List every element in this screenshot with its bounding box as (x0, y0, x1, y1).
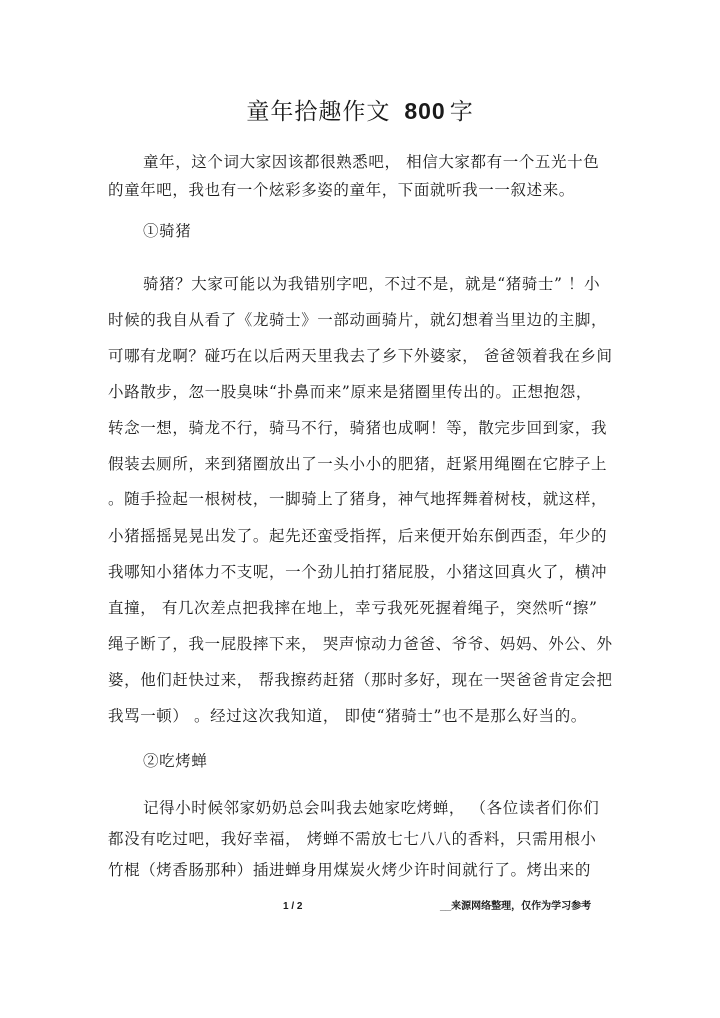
paragraph-line: 小猪摇摇晃晃出发了。起先还蛮受指挥，后来便开始东倒西歪，年少的 (108, 527, 608, 545)
paragraph-line: 。随手捡起一根树枝，一脚骑上了猪身，神气地挥舞着树枝，就这样， (108, 490, 608, 508)
paragraph-line: 绳子断了，我一屁股摔下来， 哭声惊动力爸爸、爷爷、妈妈、外公、外 (108, 635, 613, 653)
paragraph-line: 时候的我自从看了《龙骑士》一部动画骑片，就幻想着当里边的主脚， (108, 311, 608, 329)
source-note: __来源网络整理，仅作为学习参考 (440, 901, 592, 912)
paragraph-line: 竹棍（烤香肠那种）插进蝉身用煤炭火烤少许时间就行了。烤出来的 (108, 861, 592, 879)
paragraph-line: 转念一想，骑龙不行，骑马不行，骑猪也成啊！等，散完步回到家，我 (108, 419, 608, 437)
paragraph-line: 可哪有龙啊？碰巧在以后两天里我去了乡下外婆家， 爸爸领着我在乡间 (108, 347, 613, 365)
paragraph-line: 婆，他们赶快过来， 帮我擦药赶猪（那时多好，现在一哭爸爸肯定会把 (108, 671, 613, 689)
section-heading: ①骑猪 (143, 222, 192, 240)
paragraph-line: 假装去厕所，来到猪圈放出了一头小小的肥猪，赶紧用绳圈在它脖子上 (108, 455, 608, 473)
paragraph-line: 童年，这个词大家因该都很熟悉吧， 相信大家都有一个五光十色 (143, 153, 600, 171)
document-title (0, 94, 720, 129)
paragraph-line: 小路散步，忽一股臭味“扑鼻而来”原来是猪圈里传出的。正想抱怨， (108, 383, 592, 401)
title-suffix: 字 (449, 99, 474, 125)
paragraph-line: 记得小时候邻家奶奶总会叫我去她家吃烤蝉， （各位读者们你们 (143, 799, 600, 817)
paragraph-line: 我哪知小猪体力不支呢，一个劲儿拍打猪屁股，小猪这回真火了，横冲 (108, 563, 608, 581)
title-number: 800 (404, 98, 446, 124)
paragraph-line: 我骂一顿） 。经过这次我知道， 即使“猪骑士”也不是那么好当的。 (108, 707, 587, 725)
paragraph-line: 都没有吃过吧，我好幸福， 烤蝉不需放七七八八的香料，只需用根小 (108, 830, 597, 848)
paragraph-line: 的童年吧，我也有一个炫彩多姿的童年，下面就听我一一叙述来。 (108, 181, 575, 199)
paragraph-line: 直撞， 有几次差点把我摔在地上，幸亏我死死握着绳子，突然听“擦” (108, 599, 598, 617)
title-text: 童年拾趣作文 (246, 99, 391, 125)
page-number: 1 / 2 (283, 901, 303, 912)
section-heading: ②吃烤蝉 (143, 752, 208, 770)
paragraph-line: 骑猪？大家可能以为我错别字吧，不过不是，就是“猪骑士” ！小 (143, 275, 601, 293)
